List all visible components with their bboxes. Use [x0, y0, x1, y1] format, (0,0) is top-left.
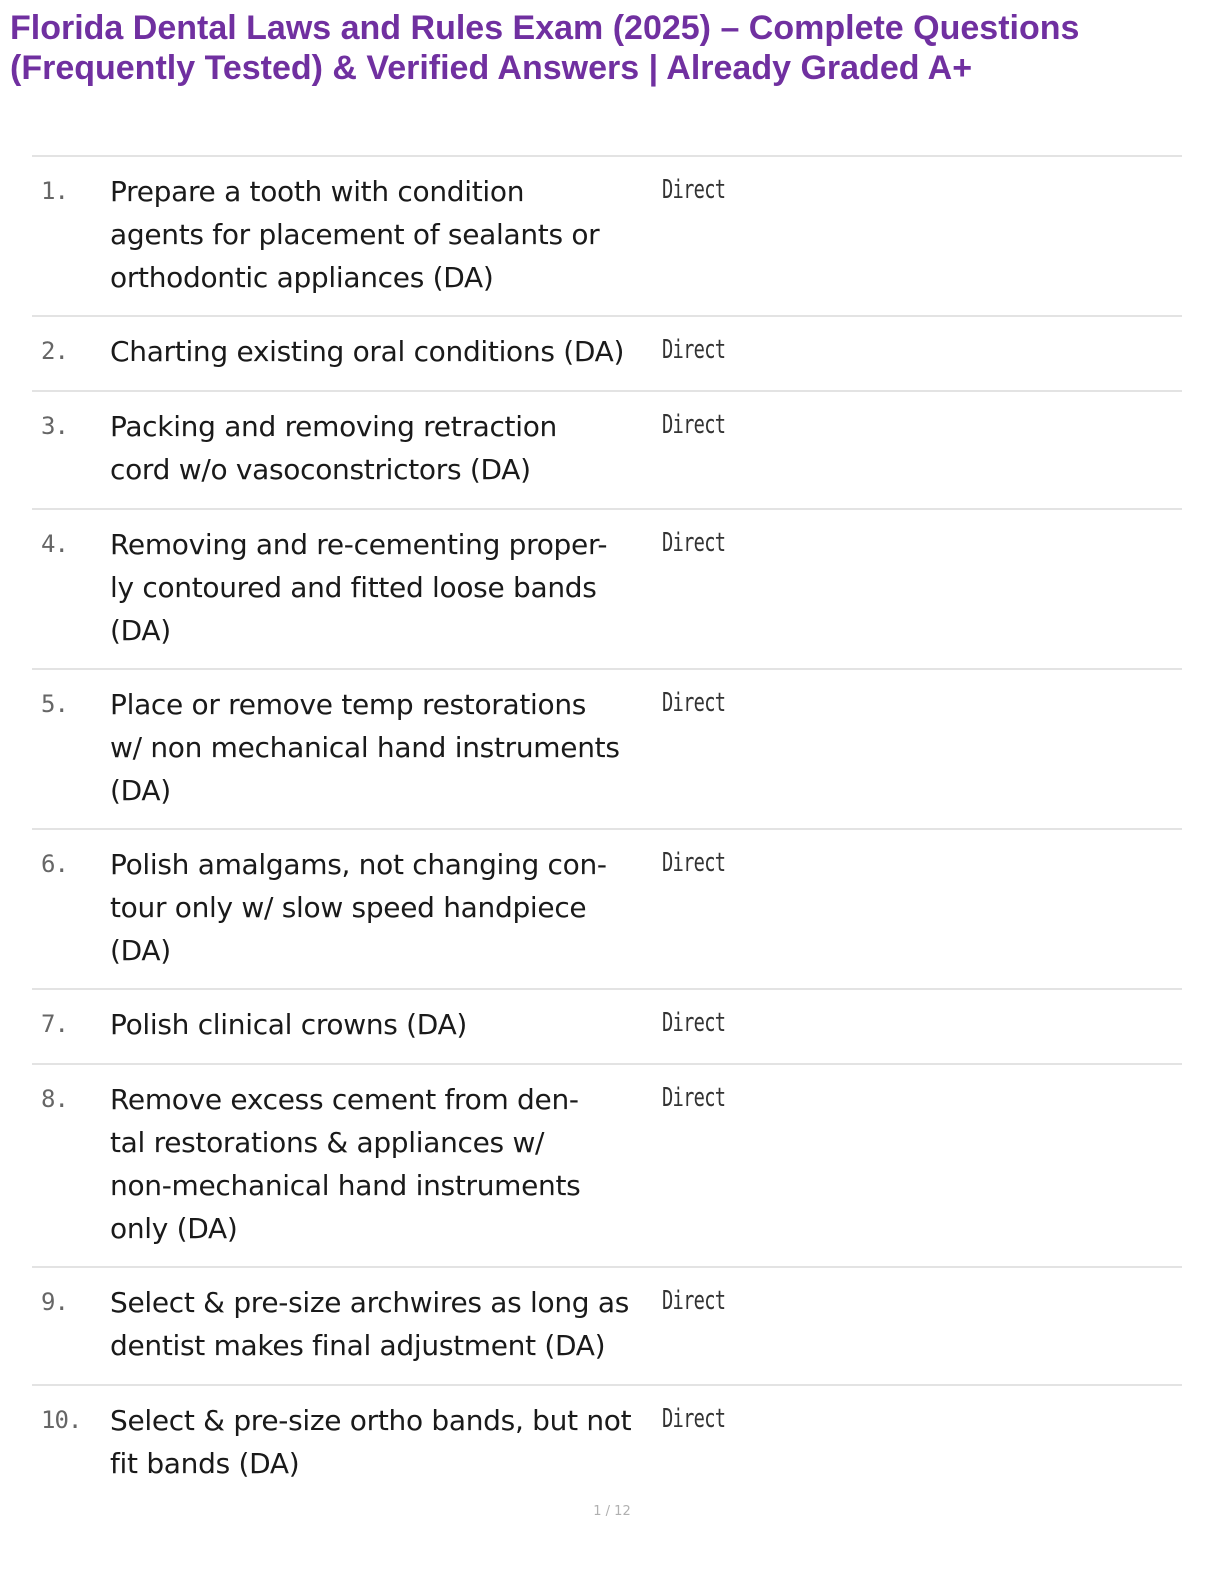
document-title-line: Florida Dental Laws and Rules Exam (2025) – Complete Questions: [10, 9, 1080, 47]
item-term: [110, 1003, 670, 1046]
item-number: 5.: [41, 690, 68, 718]
term-line: only (DA): [110, 1212, 238, 1245]
term-line: Polish amalgams, not changing con-: [110, 848, 607, 881]
list-item: [32, 317, 1182, 392]
term-line: Packing and removing retraction: [110, 410, 557, 443]
item-definition: Direct: [662, 1404, 726, 1434]
term-line: Place or remove temp restorations: [110, 688, 587, 721]
list-item: [32, 392, 1182, 510]
term-line: w/ non mechanical hand instruments: [110, 731, 620, 764]
list-item: [32, 157, 1182, 317]
term-line: dentist makes final adjustment (DA): [110, 1329, 606, 1362]
item-term: [110, 1399, 670, 1485]
term-line: agents for placement of sealants or: [110, 218, 600, 251]
term-line: non-mechanical hand instruments: [110, 1169, 581, 1202]
term-line: Select & pre-size archwires as long as: [110, 1286, 630, 1319]
item-number: 1.: [41, 177, 68, 205]
item-definition: Direct: [662, 528, 726, 558]
item-definition: Direct: [662, 688, 726, 718]
term-line: Charting existing oral conditions (DA): [110, 335, 625, 368]
item-number: 6.: [41, 850, 68, 878]
item-definition: Direct: [662, 848, 726, 878]
item-definition: Direct: [662, 175, 726, 205]
item-number: 3.: [41, 412, 68, 440]
term-line: (DA): [110, 614, 171, 647]
item-definition: Direct: [662, 335, 726, 365]
term-line: (DA): [110, 934, 171, 967]
document-title-line: (Frequently Tested) & Verified Answers | Already Graded A+: [10, 49, 973, 87]
item-number: 10.: [41, 1406, 82, 1434]
item-definition: Direct: [662, 1083, 726, 1113]
list-item: [32, 990, 1182, 1065]
term-line: tal restorations & appliances w/: [110, 1126, 545, 1159]
item-term: [110, 683, 670, 812]
item-term: [110, 523, 670, 652]
item-number: 4.: [41, 530, 68, 558]
list-item: [32, 830, 1182, 990]
list-item: [32, 1386, 1182, 1496]
list-item: [32, 670, 1182, 830]
item-definition: Direct: [662, 410, 726, 440]
item-term: [110, 1078, 670, 1250]
term-line: (DA): [110, 774, 171, 807]
item-number: 7.: [41, 1010, 68, 1038]
list-item: [32, 1065, 1182, 1268]
term-line: Remove excess cement from den-: [110, 1083, 579, 1116]
item-term: [110, 1281, 670, 1367]
question-list: [32, 155, 1182, 1496]
term-line: orthodontic appliances (DA): [110, 261, 494, 294]
item-term: [110, 405, 670, 491]
item-term: [110, 330, 670, 373]
list-item: [32, 1268, 1182, 1386]
item-term: [110, 170, 670, 299]
term-line: Removing and re-cementing proper-: [110, 528, 608, 561]
item-definition: Direct: [662, 1286, 726, 1316]
term-line: tour only w/ slow speed handpiece: [110, 891, 587, 924]
list-item: [32, 510, 1182, 670]
item-number: 2.: [41, 337, 68, 365]
term-line: Prepare a tooth with condition: [110, 175, 525, 208]
term-line: ly contoured and fitted loose bands: [110, 571, 597, 604]
term-line: fit bands (DA): [110, 1447, 300, 1480]
term-line: Polish clinical crowns (DA): [110, 1008, 468, 1041]
term-line: cord w/o vasoconstrictors (DA): [110, 453, 531, 486]
page-number: 1 / 12: [593, 1504, 631, 1519]
item-number: 8.: [41, 1085, 68, 1113]
item-number: 9.: [41, 1288, 68, 1316]
document-title: [10, 8, 1210, 88]
item-definition: Direct: [662, 1008, 726, 1038]
item-term: [110, 843, 670, 972]
term-line: Select & pre-size ortho bands, but not: [110, 1404, 632, 1437]
